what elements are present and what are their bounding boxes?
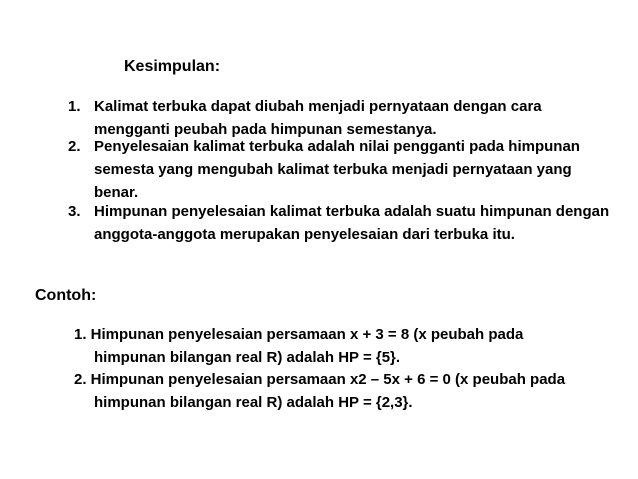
example-text-line: himpunan bilangan real R) adalah HP = {2,3}. — [94, 394, 413, 411]
item-text-line: anggota-anggota merupakan penyelesaian dari terbuka itu. — [94, 226, 515, 243]
item-text-line: Penyelesaian kalimat terbuka adalah nilai pengganti pada himpunan — [94, 138, 580, 155]
item-number: 3. — [68, 203, 81, 220]
conclusion-item-3 — [68, 200, 633, 246]
item-text-line: benar. — [94, 184, 139, 201]
item-text-line: mengganti peubah pada himpunan semestanya. — [94, 121, 437, 138]
example-text-line: 1. Himpunan penyelesaian persamaan x + 3 = 8 (x peubah pada — [74, 326, 524, 343]
examples-title: Contoh: — [35, 287, 97, 304]
item-text-line: semesta yang mengubah kalimat terbuka menjadi pernyataan yang — [94, 161, 572, 178]
conclusion-item-2 — [68, 135, 633, 204]
example-text-line: himpunan bilangan real R) adalah HP = {5}. — [94, 349, 401, 366]
conclusion-title: Kesimpulan: — [124, 58, 221, 75]
example-item-1 — [74, 323, 634, 369]
example-text-line: 2. Himpunan penyelesaian persamaan x2 – 5x + 6 = 0 (x peubah pada — [74, 371, 566, 388]
item-text-line: Himpunan penyelesaian kalimat terbuka adalah suatu himpunan dengan — [94, 203, 610, 220]
item-text-line: Kalimat terbuka dapat diubah menjadi pernyataan dengan cara — [94, 98, 542, 115]
example-item-2 — [74, 368, 634, 414]
item-number: 1. — [68, 98, 81, 115]
item-number: 2. — [68, 138, 81, 155]
